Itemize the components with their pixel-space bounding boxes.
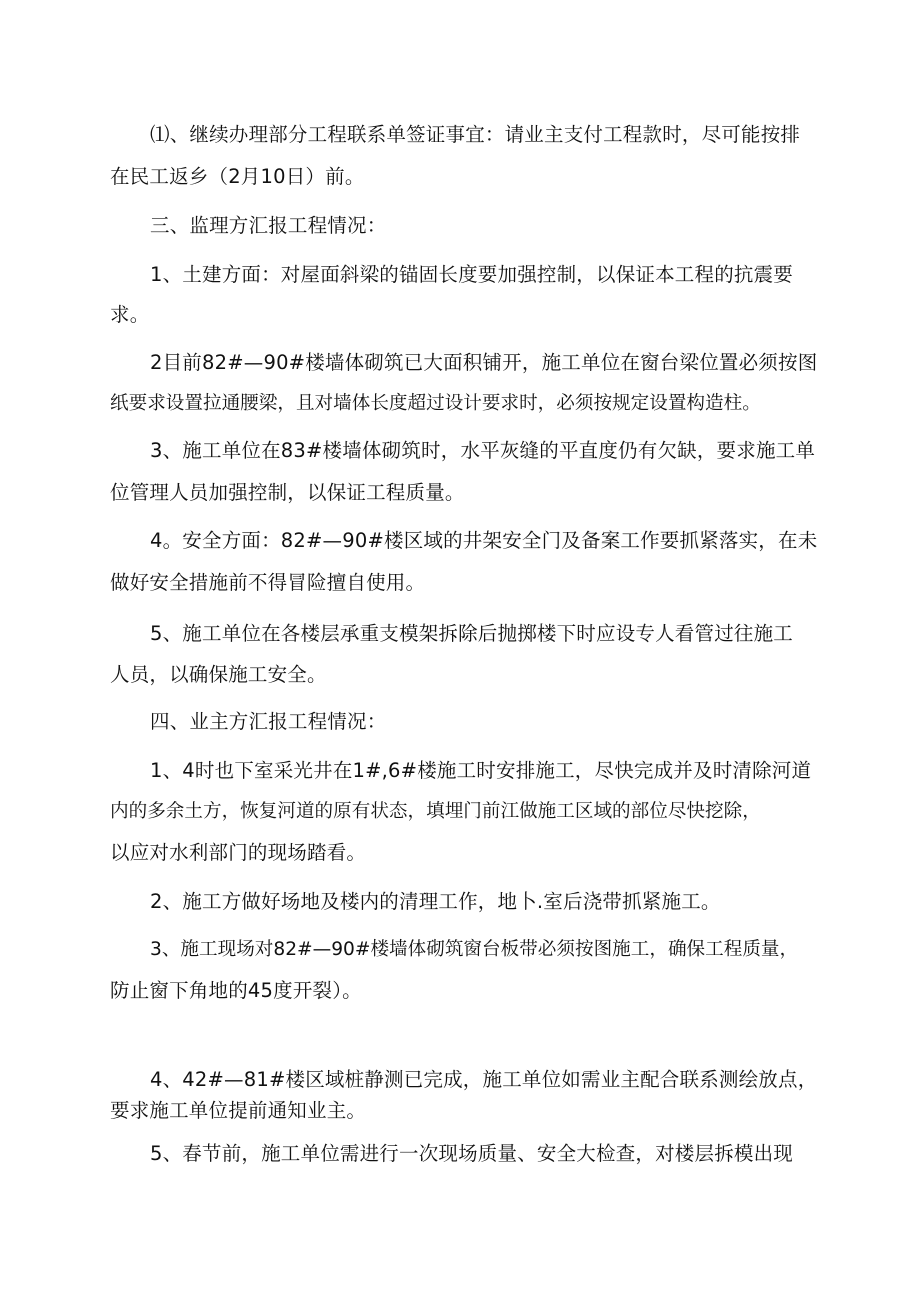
section-heading-owner: 四、业主方汇报工程情况：: [150, 710, 387, 733]
paragraph-line-11: 做好安全措施前不得冒险擅自使用。: [110, 571, 426, 594]
paragraph-line-23: 5、春节前，施工单位需进行一次现场质量、安全大检查，对楼层拆模出现: [150, 1142, 794, 1165]
paragraph-line-9: 位管理人员加强控制，以保证工程质量。: [110, 481, 465, 504]
paragraph-line-4: 1、土建方面：对屋面斜梁的锚固长度要加强控制，以保证本工程的抗震要: [150, 263, 794, 286]
paragraph-line-2: 在民工返乡（2月10日）前。: [110, 165, 365, 188]
paragraph-line-19: 3、施工现场对82#—90#楼墙体砌筑窗台板带必须按图施工，确保工程质量，: [150, 939, 799, 960]
paragraph-line-17: 以应对水利部门的现场踏看。: [110, 841, 367, 864]
paragraph-line-13: 人员，以确保施工安全。: [110, 663, 327, 686]
paragraph-line-18: 2、施工方做好场地及楼内的清理工作，地卜.室后浇带抓紧施工。: [150, 890, 721, 913]
paragraph-line-12: 5、施工单位在各楼层承重支模架拆除后抛掷楼下时应设专人看管过往施工: [150, 622, 794, 645]
section-heading-supervisor: 三、监理方汇报工程情况：: [150, 214, 387, 237]
paragraph-line-15: 1、4时也下室采光井在1#,6#楼施工时安排施工，尽快完成并及时清除河道: [150, 759, 812, 782]
paragraph-line-16: 内的多余土方，恢复河道的原有状态，填埋门前江做施工区域的部位尽快挖除，: [110, 801, 761, 822]
paragraph-line-22: 要求施工单位提前通知业主。: [110, 1099, 367, 1122]
paragraph-line-20: 防止窗下角地的45度开裂）。: [110, 979, 362, 1002]
paragraph-line-7: 纸要求设置拉通腰梁，且对墙体长度超过设计要求时，必须按规定设置构造柱。: [110, 393, 761, 414]
paragraph-line-21: 4、42#—81#楼区域桩静测已完成，施工单位如需业主配合联系测绘放点，: [150, 1068, 818, 1091]
paragraph-line-8: 3、施工单位在83#楼墙体砌筑时，水平灰缝的平直度仍有欠缺，要求施工单: [150, 439, 816, 462]
paragraph-line-6: 2目前82#—90#楼墙体砌筑已大面积铺开，施工单位在窗台梁位置必须按图: [150, 351, 818, 374]
paragraph-line-5: 求。: [110, 303, 150, 326]
paragraph-line-1: ⑴、继续办理部分工程联系单签证事宜：请业主支付工程款时，尽可能按排: [150, 123, 801, 146]
paragraph-line-10: 4。安全方面：82#—90#楼区域的井架安全门及备案工作要抓紧落实，在未: [150, 529, 818, 552]
